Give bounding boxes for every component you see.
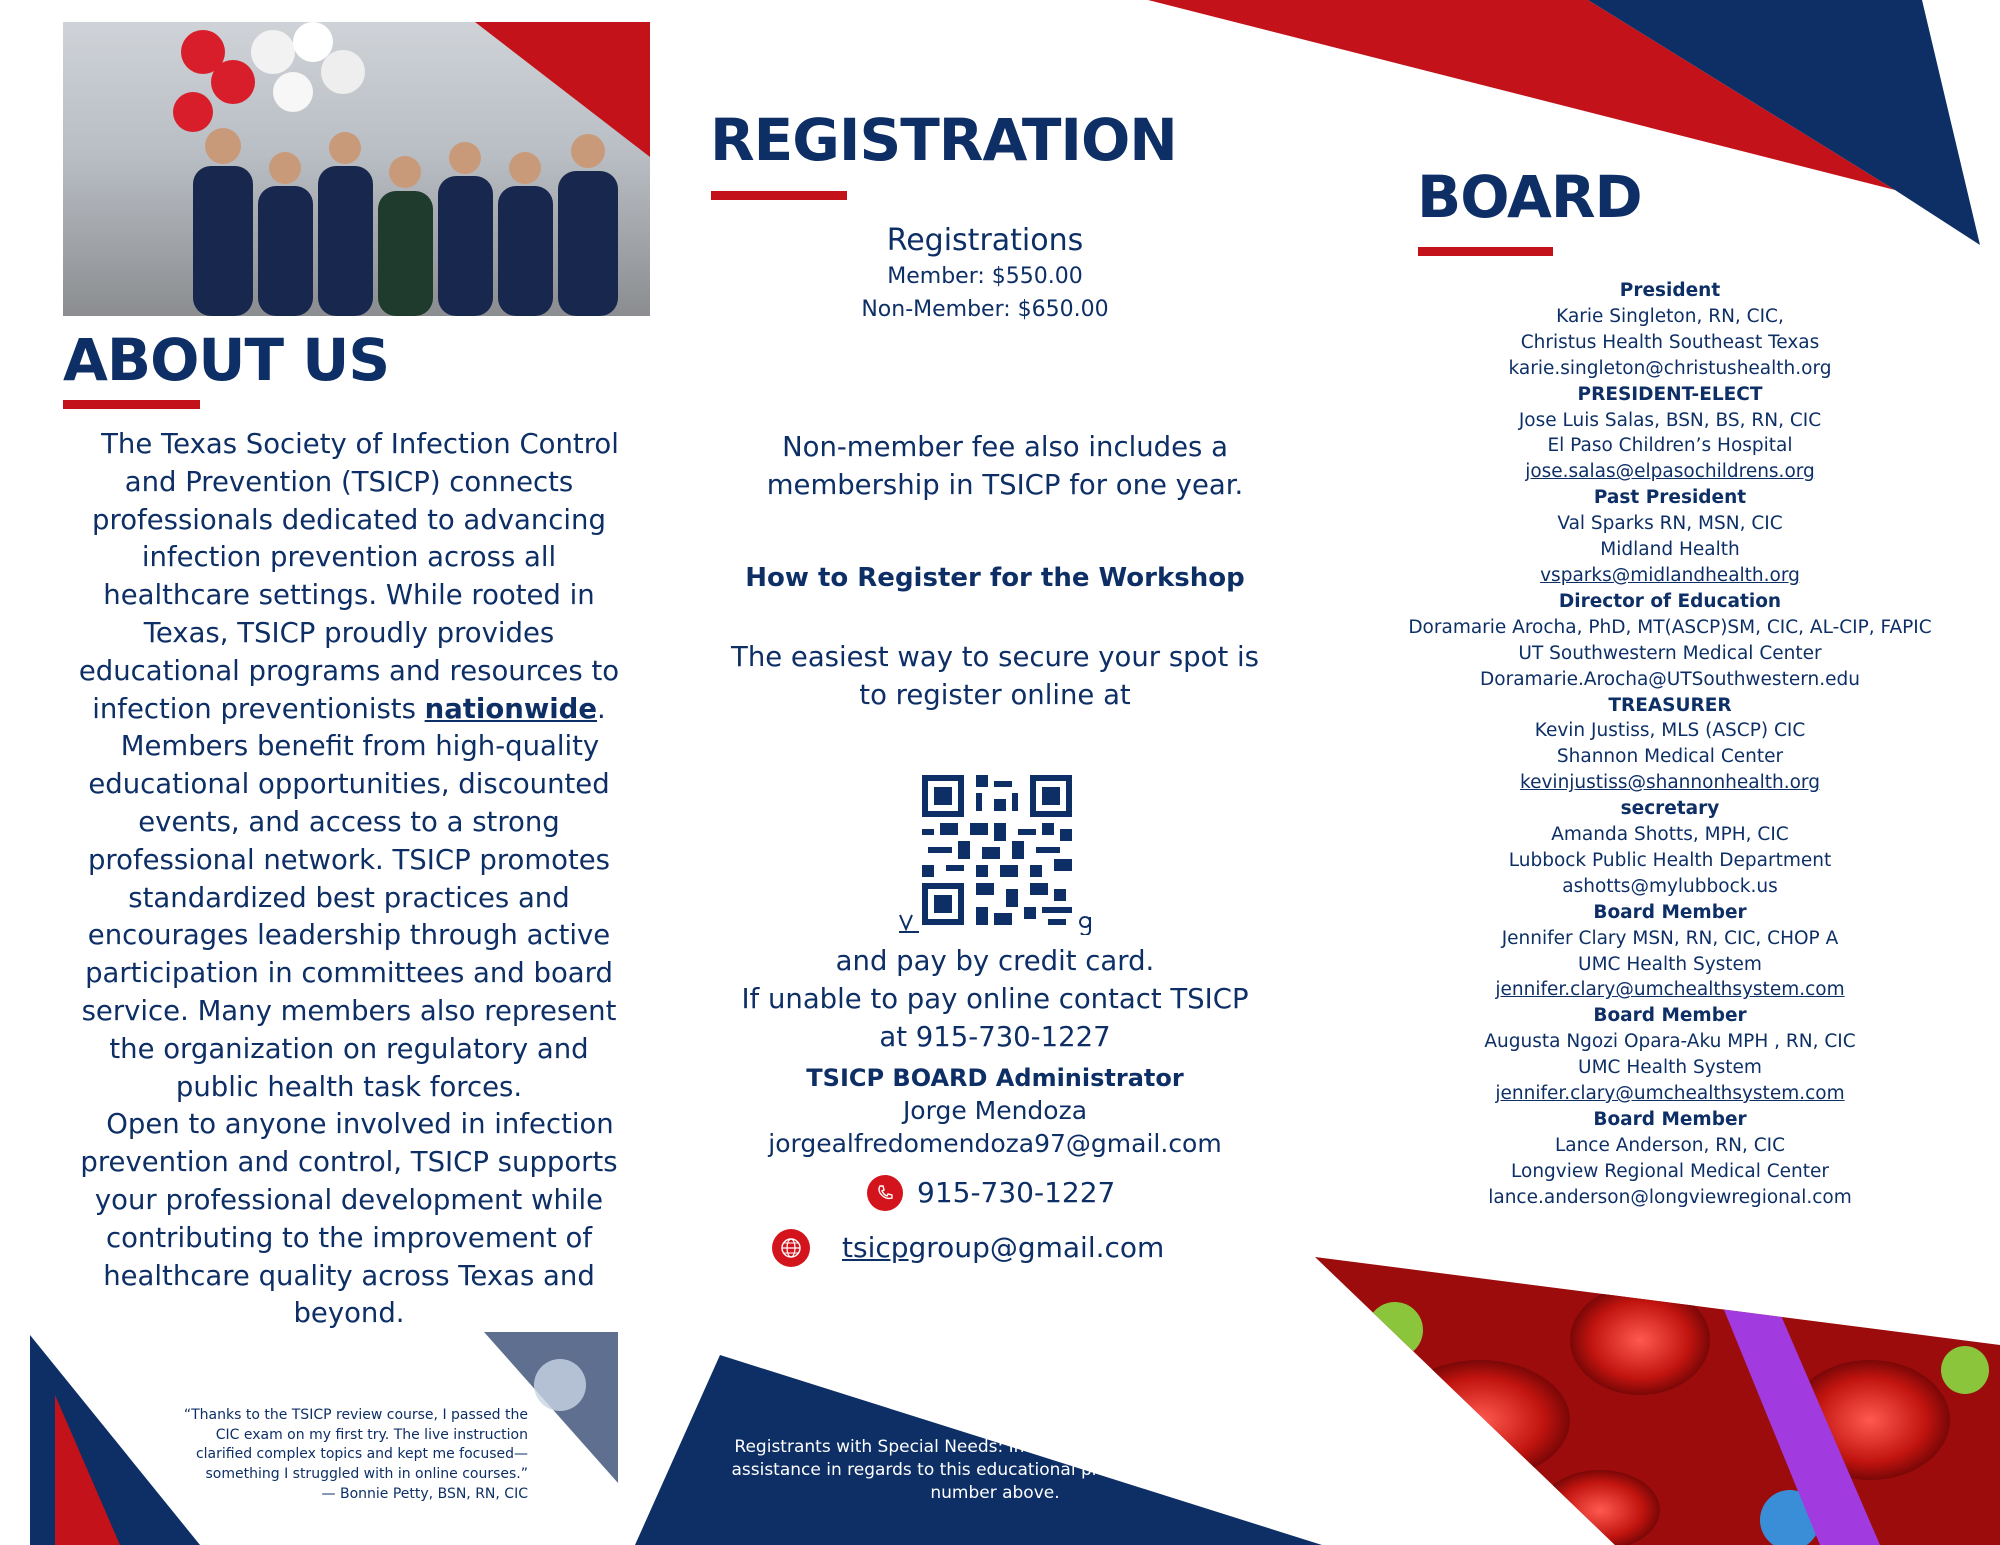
qr-code-icon[interactable]	[922, 775, 1072, 925]
phone-row	[867, 1175, 1115, 1211]
board-role: Board Member	[1593, 1109, 1747, 1130]
board-member: Board Member Augusta Ngozi Opara-Aku MPH , RN, CIC UMC Health System jennifer.clary@umchealthsystem.com	[1395, 1003, 1945, 1107]
admin-email: jorgealfredomendoza97@gmail.com	[768, 1129, 1222, 1158]
contact-email[interactable]: tsicpgroup@gmail.com	[842, 1231, 1165, 1264]
board-role: Past President	[1593, 487, 1747, 509]
board-role: Board Member	[1593, 901, 1747, 923]
registration-title: REGISTRATION	[710, 106, 1177, 174]
board-member: President Karie Singleton, RN, CIC, Christus Health Southeast Texas karie.singleton@christushealth.org	[1395, 278, 1945, 382]
how-to-register-heading: How to Register for the Workshop	[745, 563, 1245, 593]
phone-icon	[867, 1175, 903, 1211]
board-member: Past President Val Sparks RN, MSN, CIC Midland Health vsparks@midlandhealth.org	[1395, 485, 1945, 589]
payment-info	[740, 942, 1250, 1056]
board-email[interactable]: kevinjustiss@shannonhealth.org	[1520, 772, 1820, 794]
board-email[interactable]: jose.salas@elpasochildrens.org	[1525, 461, 1815, 483]
about-text: The Texas Society of Infection Control and Prevention (TSICP) connects professionals dedicated to advancing infection prevention across all healthcare settings. While rooted in Texas, TSICP proudly provides educational programs and resources to infection preventionists nationwide. Members benefit from high-quality educational opportunities, discounted events, and access to a strong professional network. TSICP promotes standardized best practices and encourages leadership through active participation in committees and board service. Many members also represent the organization on regulatory and public health task forces. Open to anyone involved in infection prevention and control, TSICP supports your professional development while contributing to the improvement of healthcare quality across Texas and beyond.	[78, 428, 620, 1330]
nationwide-emphasis: nationwide	[424, 692, 597, 725]
special-needs-note: Registrants with Special Needs: Individuals in need of special assistance in regards to this educational program need to call number above.	[731, 1437, 1259, 1503]
board-email[interactable]: Doramarie.Arocha@UTSouthwestern.edu	[1480, 668, 1860, 690]
registration-fees	[820, 222, 1150, 326]
board-title: BOARD	[1417, 163, 1642, 231]
about-paragraph-1: The Texas Society of Infection Control and Prevention (TSICP) connects professionals dedicated to advancing infection prevention across all healthcare settings. While rooted in Texas, TSICP proudly provides educational programs and resources to infection preventionists	[78, 428, 620, 725]
phone-number[interactable]: 915-730-1227	[917, 1176, 1116, 1209]
board-member: Board Member Jennifer Clary MSN, RN, CIC, CHOP A UMC Health System jennifer.clary@umchealthsystem.com	[1395, 900, 1945, 1004]
registrations-heading: Registrations	[886, 223, 1084, 258]
board-members-list	[1395, 278, 1945, 1211]
board-member: secretary Amanda Shotts, MPH, CIC Lubbock Public Health Department ashotts@mylubbock.us	[1395, 796, 1945, 900]
board-member: PRESIDENT-ELECT Jose Luis Salas, BSN, BS, RN, CIC El Paso Children’s Hospital jose.salas@elpasochildrens.org	[1395, 382, 1945, 486]
member-fee: Member: $550.00	[887, 264, 1083, 289]
board-role: TREASURER	[1608, 694, 1732, 716]
website-link-fragment[interactable]	[897, 905, 1092, 935]
admin-title: TSICP BOARD Administrator	[806, 1064, 1184, 1092]
board-role: PRESIDENT-ELECT	[1577, 383, 1763, 405]
board-email[interactable]: vsparks@midlandhealth.org	[1540, 564, 1800, 586]
unable-to-pay-text: If unable to pay online contact TSICP at 915-730-1227	[741, 983, 1249, 1053]
board-email[interactable]: lance.anderson@longviewregional.com	[1488, 1186, 1852, 1208]
globe-icon	[772, 1229, 810, 1267]
board-role: President	[1619, 280, 1721, 301]
board-role: Director of Education	[1558, 590, 1782, 612]
non-member-fee: Non-Member: $650.00	[861, 297, 1109, 322]
board-administrator	[740, 1062, 1250, 1160]
board-underline	[1418, 247, 1553, 256]
quote-author: — Bonnie Petty, BSN, RN, CIC	[321, 1485, 528, 1502]
board-email[interactable]: karie.singleton@christushealth.org	[1508, 357, 1832, 379]
board-email[interactable]: ashotts@mylubbock.us	[1562, 875, 1778, 897]
non-member-note: Non-member fee also includes a membership in TSICP for one year.	[766, 431, 1244, 501]
about-paragraph-3: Open to anyone involved in infection prevention and control, TSICP supports your professional development while contributing to the improvement of healthcare quality across Texas and beyond.	[80, 1108, 618, 1330]
registration-underline	[711, 191, 847, 200]
board-member: Director of Education Doramarie Arocha, PhD, MT(ASCP)SM, CIC, AL-CIP, FAPIC UT Southwestern Medical Center Doramarie.Arocha@UTSouthwestern.edu	[1395, 589, 1945, 693]
quote-text: “Thanks to the TSICP review course, I passed the CIC exam on my first try. The live instruction clarified complex topics and kept me focused—something I struggled with in online courses.”	[183, 1407, 528, 1483]
admin-name: Jorge Mendoza	[902, 1096, 1088, 1125]
microbe-image	[1300, 1250, 2000, 1545]
board-email[interactable]: jennifer.clary@umchealthsystem.com	[1495, 1083, 1845, 1105]
board-role: secretary	[1620, 798, 1720, 820]
register-online-text: The easiest way to secure your spot is to register online at	[731, 641, 1259, 711]
board-member: Board Member Lance Anderson, RN, CIC Longview Regional Medical Center lance.anderson@longviewregional.com	[1395, 1107, 1945, 1211]
about-underline	[63, 400, 200, 409]
testimonial-quote	[160, 1406, 528, 1505]
photo-corner-triangle	[475, 22, 650, 157]
board-role: Board Member	[1593, 1005, 1747, 1027]
about-title: ABOUT US	[63, 326, 390, 394]
email-row	[772, 1229, 1164, 1267]
board-member: TREASURER Kevin Justiss, MLS (ASCP) CIC Shannon Medical Center kevinjustiss@shannonhealth.org	[1395, 693, 1945, 797]
pay-by-card-text: and pay by credit card.	[835, 945, 1155, 977]
about-paragraph-2: Members benefit from high-quality educational opportunities, discounted events, and access to a strong professional network. TSICP promotes standardized best practices and encourages leadership through active participation in committees and board service. Many members also represent the organization on regulatory and public health task forces.	[81, 730, 617, 1103]
board-email[interactable]: jennifer.clary@umchealthsystem.com	[1495, 979, 1845, 1001]
